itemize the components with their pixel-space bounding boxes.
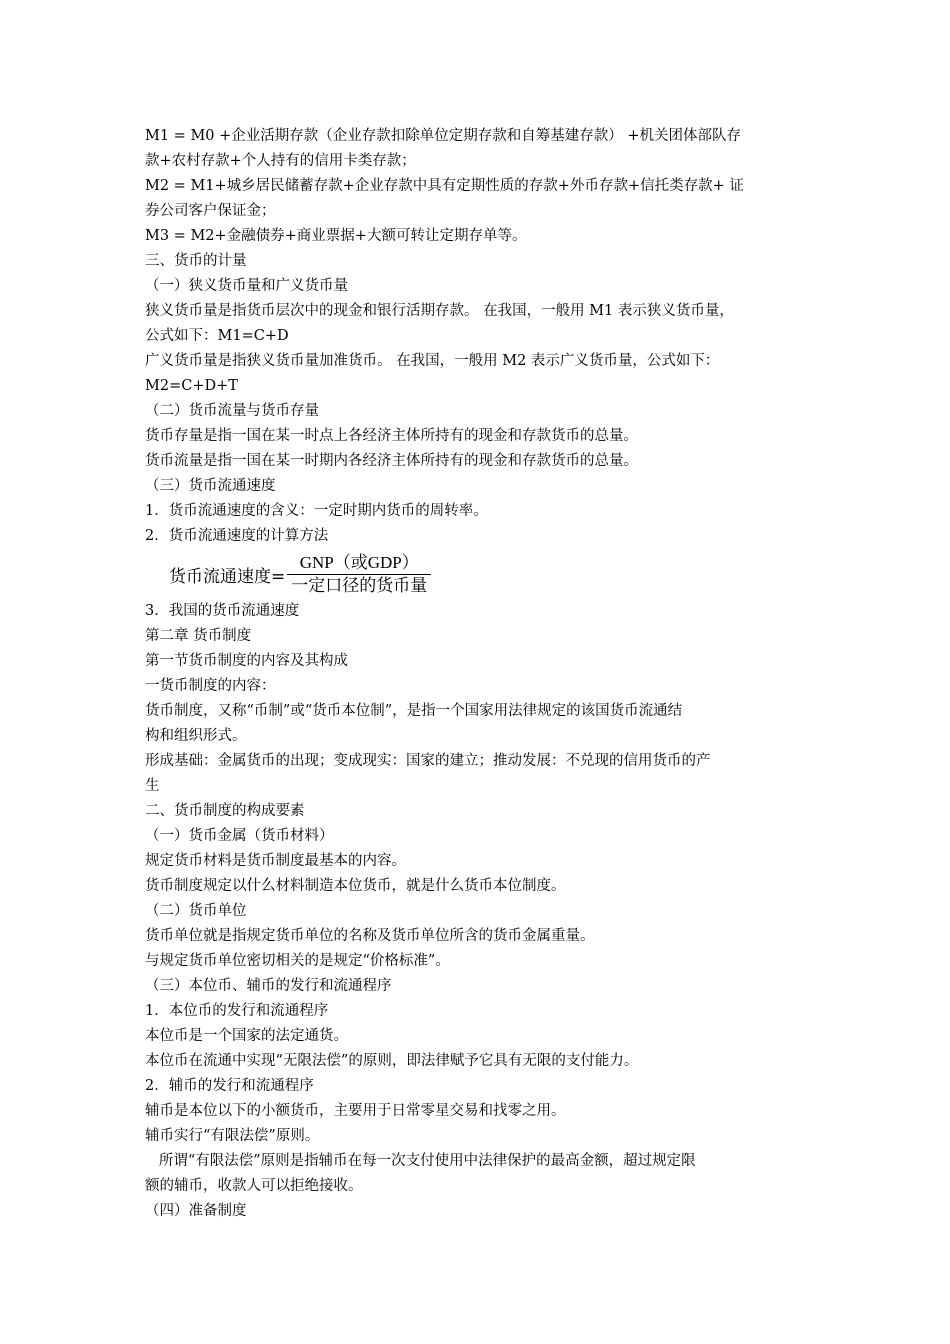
text-line: 本位币在流通中实现“无限法偿”的原则，即法律赋予它具有无限的支付能力。 xyxy=(145,1053,639,1069)
text-line: 2．辅币的发行和流通程序 xyxy=(145,1078,314,1094)
formula-fraction xyxy=(287,552,431,597)
subsection-heading: （三）本位币、辅币的发行和流通程序 xyxy=(145,978,392,994)
text-line: 货币制度规定以什么材料制造本位货币，就是什么货币本位制度。 xyxy=(145,878,566,894)
section-heading: 第一节货币制度的内容及其构成 xyxy=(145,653,348,669)
text-line: 辅币是本位以下的小额货币，主要用于日常零星交易和找零之用。 xyxy=(145,1103,566,1119)
text-line: 一货币制度的内容： xyxy=(145,678,276,694)
text-line: M3 = M2+金融债券+商业票据+大额可转让定期存单等。 xyxy=(145,228,527,244)
text-line: 1．本位币的发行和流通程序 xyxy=(145,1003,329,1019)
text-line: M2=C+D+T xyxy=(145,378,238,394)
text-line: M1 = M0 +企业活期存款（企业存款扣除单位定期存款和自筹基建存款） +机关团体部队存 xyxy=(145,128,742,144)
text-line: 款+农村存款+个人持有的信用卡类存款； xyxy=(145,153,416,169)
velocity-formula xyxy=(145,549,817,599)
text-line: 辅币实行“有限法偿”原则。 xyxy=(145,1128,320,1144)
subsection-heading: （一）货币金属（货币材料） xyxy=(145,828,334,844)
text-line: 构和组织形式。 xyxy=(145,728,247,744)
text-line: 货币流量是指一国在某一时期内各经济主体所持有的现金和存款货币的总量。 xyxy=(145,453,638,469)
text-line: 本位币是一个国家的法定通货。 xyxy=(145,1028,348,1044)
subsection-heading: （二）货币流量与货币存量 xyxy=(145,403,319,419)
text-line: 狭义货币量是指货币层次中的现金和银行活期存款。 在我国，一般用 M1 表示狭义货币量， xyxy=(145,303,734,319)
subsection-heading: （一）狭义货币量和广义货币量 xyxy=(145,278,348,294)
text-line: 货币存量是指一国在某一时点上各经济主体所持有的现金和存款货币的总量。 xyxy=(145,428,638,444)
text-line: 广义货币量是指狭义货币量加准货币。 在我国，一般用 M2 表示广义货币量，公式如下： xyxy=(145,353,720,369)
text-line: 所谓“有限法偿”原则是指辅币在每一次支付使用中法律保护的最高金额，超过规定限 xyxy=(145,1153,696,1169)
section-heading: 二、货币制度的构成要素 xyxy=(145,803,305,819)
text-line: 规定货币材料是货币制度最基本的内容。 xyxy=(145,853,406,869)
text-line: 形成基础：金属货币的出现；变成现实：国家的建立；推动发展：不兑现的信用货币的产 xyxy=(145,753,711,769)
subsection-heading: （三）货币流通速度 xyxy=(145,478,276,494)
formula-expression xyxy=(169,549,431,599)
text-line: 公式如下：M1=C+D xyxy=(145,328,289,344)
chapter-heading: 第二章 货币制度 xyxy=(145,628,252,644)
formula-numerator: GNP（或GDP） xyxy=(299,552,419,572)
text-line: 货币制度，又称“币制”或“货币本位制”，是指一个国家用法律规定的该国货币流通结 xyxy=(145,703,683,719)
text-line: 2．货币流通速度的计算方法 xyxy=(145,528,329,544)
text-line: 与规定货币单位密切相关的是规定“价格标准”。 xyxy=(145,953,450,969)
text-line: 券公司客户保证金； xyxy=(145,203,276,219)
document-body xyxy=(145,124,817,1224)
section-heading: 三、货币的计量 xyxy=(145,253,247,269)
text-line: M2 = M1+城乡居民储蓄存款+企业存款中具有定期性质的存款+外币存款+信托类存款+ 证 xyxy=(145,178,744,194)
text-line: 货币单位就是指规定货币单位的名称及货币单位所含的货币金属重量。 xyxy=(145,928,595,944)
subsection-heading: （二）货币单位 xyxy=(145,903,247,919)
formula-lhs: 货币流通速度= xyxy=(169,566,286,587)
subsection-heading: （四）准备制度 xyxy=(145,1203,247,1219)
formula-denominator: 一定口径的货币量 xyxy=(291,575,428,596)
text-line: 1．货币流通速度的含义：一定时期内货币的周转率。 xyxy=(145,503,488,519)
text-line: 生 xyxy=(145,778,160,794)
text-line: 3．我国的货币流通速度 xyxy=(145,603,300,619)
text-line: 额的辅币，收款人可以拒绝接收。 xyxy=(145,1178,363,1194)
